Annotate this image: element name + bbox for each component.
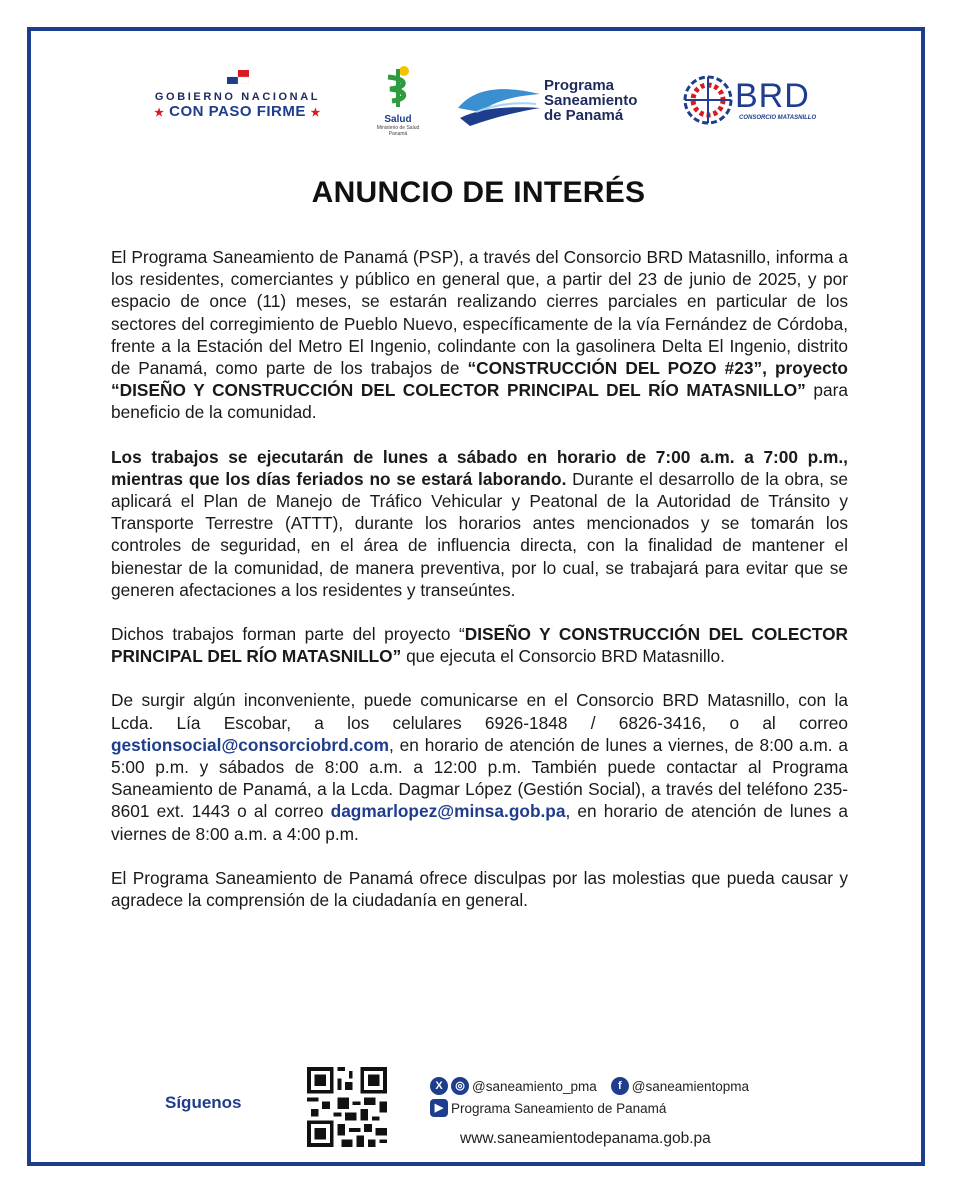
- brd-emblem-icon: [683, 75, 733, 125]
- brd-sub: CONSORCIO MATASNILLO: [739, 115, 817, 121]
- page-title: ANUNCIO DE INTERÉS: [311, 176, 646, 209]
- p1-bold: “CONSTRUCCIÓN DEL POZO #23”, proyecto “DISEÑO Y CONSTRUCCIÓN DEL COLECTOR PRINCIPAL DEL RÍO MATASNILLO”: [111, 358, 848, 401]
- announcement-body: [111, 246, 848, 933]
- footer: [0, 1060, 957, 1160]
- youtube-icon[interactable]: ▶: [430, 1099, 448, 1117]
- handle-facebook[interactable]: @saneamientopma: [631, 1078, 750, 1094]
- psp-text: [544, 78, 637, 123]
- handle-instagram[interactable]: @saneamiento_pma: [472, 1078, 597, 1094]
- panama-flag-icon: [227, 70, 249, 84]
- p1-text-c: para beneficio de la comunidad.: [111, 380, 849, 423]
- paragraph-2: [111, 446, 848, 601]
- gobierno-line2-wrap: [140, 103, 335, 120]
- facebook-icon[interactable]: f: [611, 1077, 629, 1095]
- brd-name: BRD: [735, 77, 810, 115]
- p2-text: Durante el desarrollo de la obra, se aplicará el Plan de Manejo de Tráfico Vehicular y Peatonal de la Autoridad de Tránsito y Transporte Terrestre (ATTT), durante los horarios antes mencionados y se tomarán los controles de seguridad, en el área de influencia directa, con la finalidad de mantener el bienestar de la comunidad, de manera preventiva, por lo cual, se trabajará para evitar que se generen afectaciones a los residentes y transeúntes.: [111, 468, 848, 600]
- paragraph-1: [111, 246, 848, 424]
- qr-code[interactable]: [307, 1067, 387, 1147]
- p4-text-a: De surgir algún inconveniente, puede comunicarse en el Consorcio BRD Matasnillo, con la Lcda. Lía Escobar, a los celulares 6926-1848 / 6826-3416, o al correo: [111, 690, 848, 733]
- salud-name: Salud: [384, 114, 412, 125]
- salud-sub: Ministerio de Salud Panamá: [376, 125, 420, 137]
- salud-logo: [368, 65, 428, 137]
- siguenos-label: Síguenos: [165, 1093, 242, 1112]
- paragraph-5: El Programa Saneamiento de Panamá ofrece disculpas por las molestias que pueda causar y agradece la comprensión de la ciudadanía en general.: [111, 867, 848, 911]
- psp-line3: de Panamá: [544, 107, 624, 124]
- instagram-icon[interactable]: ◎: [451, 1077, 469, 1095]
- p3-text-a: Dichos trabajos forman parte del proyecto “: [111, 624, 465, 645]
- email-link-gestionsocial[interactable]: gestionsocial@consorciobrd.com: [111, 734, 390, 755]
- gobierno-line1: GOBIERNO NACIONAL: [154, 91, 321, 103]
- gobierno-line2: CON PASO FIRME: [169, 103, 306, 120]
- psp-line1: Programa: [544, 77, 615, 94]
- x-icon[interactable]: X: [430, 1077, 448, 1095]
- social-row-2: [430, 1097, 749, 1119]
- caduceus-icon: [378, 65, 418, 109]
- email-link-dagmarlopez[interactable]: dagmarlopez@minsa.gob.pa: [330, 801, 566, 822]
- p3-bold: DISEÑO Y CONSTRUCCIÓN DEL COLECTOR PRINCIPAL DEL RÍO MATASNILLO”: [111, 624, 848, 667]
- psp-logo: [456, 78, 666, 138]
- social-links: [430, 1075, 749, 1119]
- gobierno-nacional-logo: [140, 70, 335, 120]
- p3-text-c: que ejecuta el Consorcio BRD Matasnillo.: [401, 646, 725, 667]
- paragraph-4: [111, 689, 848, 844]
- p4-text-c: , en horario de atención de lunes a viernes de 8:00 a.m. a 4:00 p.m.: [111, 801, 848, 844]
- youtube-channel[interactable]: Programa Saneamiento de Panamá: [451, 1100, 667, 1116]
- star-icon: ★: [154, 107, 165, 119]
- p1-text-a: El Programa Saneamiento de Panamá (PSP), a través del Consorcio BRD Matasnillo, informa a los residentes, comerciantes y público en general que, a partir del 23 de junio de 2025, y por espacio de once (11) meses, se estarán realizando cierres parciales en particular de los sectores del corregimiento de Pueblo Nuevo, específicamente de la vía Fernández de Córdoba, frente a la Estación del Metro El Ingenio, colindante con la gasolinera Delta El Ingenio, distrito de Panamá, como parte de los trabajos de: [111, 247, 848, 379]
- p2-bold: Los trabajos se ejecutarán de lunes a sábado en horario de 7:00 a.m. a 7:00 p.m., mientras que los días feriados no se estará laborando.: [111, 446, 848, 489]
- p4-text-b: , en horario de atención de lunes a viernes, de 8:00 a.m. a 5:00 p.m. y sábados de 8:00 a.m. a 12:00 p.m. También puede contactar al Programa Saneamiento de Panamá, a la Lcda. Dagmar López (Gestión Social), a través del teléfono 235-8601 ext. 1443 o al correo: [111, 734, 848, 822]
- brd-logo: [683, 75, 833, 135]
- dolphin-wave-icon: [456, 82, 542, 130]
- logo-bar: [0, 60, 957, 140]
- paragraph-3: [111, 623, 848, 667]
- social-row-1: [430, 1075, 749, 1097]
- website-url[interactable]: www.saneamientodepanama.gob.pa: [460, 1130, 711, 1147]
- psp-line2: Saneamiento: [544, 92, 638, 109]
- star-icon: ★: [310, 107, 321, 119]
